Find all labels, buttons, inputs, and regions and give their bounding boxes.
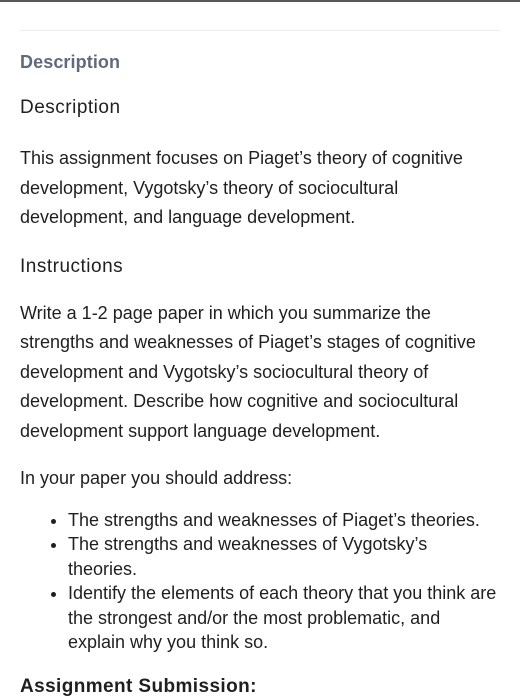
requirements-list [20, 508, 500, 655]
instructions-heading: Instructions [20, 255, 124, 277]
list-item: • Identify the elements of each theory that you think are the strongest and/or the most problematic, and explain why you think so. [68, 581, 500, 655]
instructions-text: Write a 1-2 page paper in which you summarize the strengths and weaknesses of Piaget’s stages of cognitive development and Vygotsky’s sociocultural theory of development. Describe how cognitive and sociocultural development support language development. [20, 302, 476, 441]
top-border [0, 0, 520, 2]
list-item: • The strengths and weaknesses of Piaget’s theories. [68, 508, 500, 533]
assignment-content [20, 48, 500, 699]
description-heading: Description [20, 97, 121, 118]
description-text: This assignment focuses on Piaget’s theory of cognitive development, Vygotsky’s theory of sociocultural development, and language development. [20, 148, 463, 227]
section-label: Description [20, 52, 121, 72]
list-item: • The strengths and weaknesses of Vygotsky’s theories. [68, 532, 500, 581]
header-divider [20, 30, 500, 31]
address-intro: In your paper you should address: [20, 468, 293, 488]
submission-heading: Assignment Submission: [20, 675, 257, 697]
